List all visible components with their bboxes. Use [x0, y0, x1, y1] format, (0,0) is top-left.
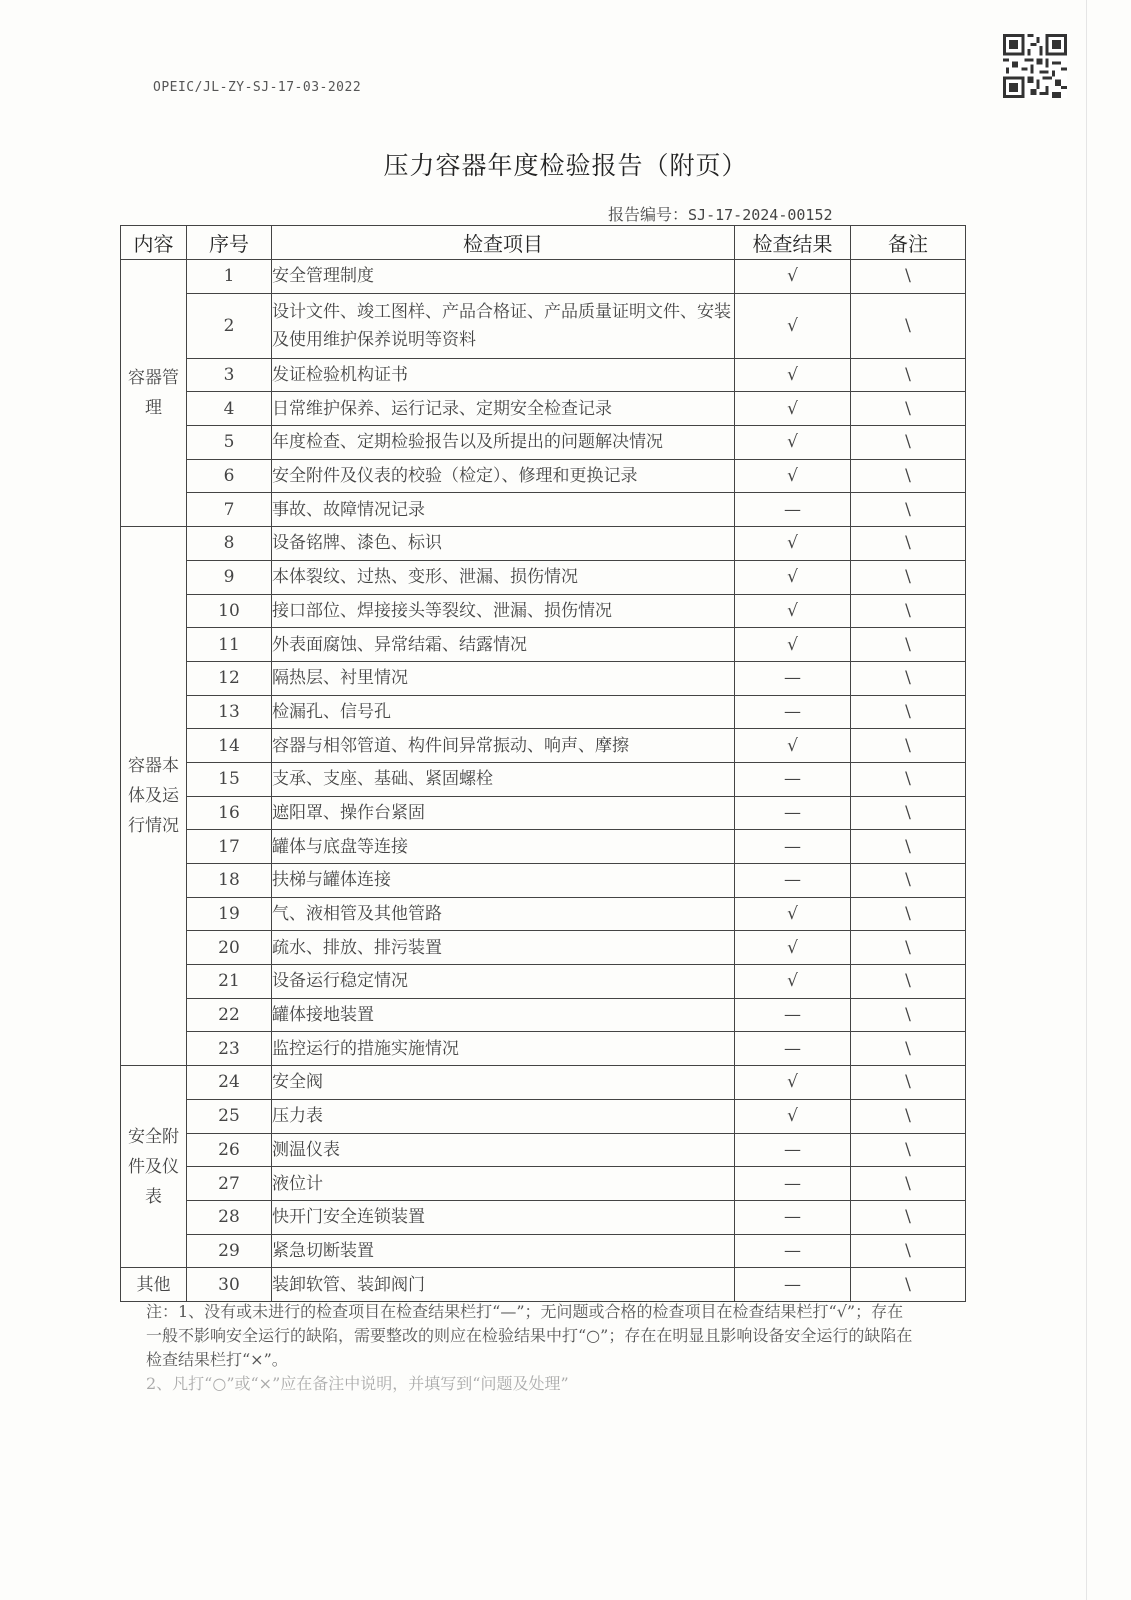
result-cell: —: [735, 1234, 851, 1268]
result-cell: √: [735, 358, 851, 392]
report-number-value: SJ-17-2024-00152: [688, 206, 833, 224]
table-row: [121, 392, 966, 426]
seq-cell: 16: [187, 796, 272, 830]
item-cell: 本体裂纹、过热、变形、泄漏、损伤情况: [272, 560, 735, 594]
item-cell: 紧急切断装置: [272, 1234, 735, 1268]
item-cell: 支承、支座、基础、紧固螺栓: [272, 762, 735, 796]
seq-cell: 11: [187, 628, 272, 662]
table-row: [121, 1234, 966, 1268]
table-row: [121, 560, 966, 594]
note-cell: \: [851, 1133, 966, 1167]
seq-cell: 13: [187, 695, 272, 729]
table-row: [121, 493, 966, 527]
result-cell: —: [735, 1167, 851, 1201]
item-cell: 装卸软管、装卸阀门: [272, 1268, 735, 1302]
result-cell: —: [735, 695, 851, 729]
note-cell: \: [851, 527, 966, 561]
result-cell: √: [735, 560, 851, 594]
result-cell: —: [735, 1133, 851, 1167]
result-cell: √: [735, 965, 851, 999]
seq-cell: 12: [187, 661, 272, 695]
item-cell: 液位计: [272, 1167, 735, 1201]
result-cell: √: [735, 527, 851, 561]
seq-cell: 5: [187, 426, 272, 460]
note-cell: \: [851, 661, 966, 695]
seq-cell: 6: [187, 459, 272, 493]
result-cell: √: [735, 897, 851, 931]
page-edge-line: [1086, 0, 1087, 1600]
result-cell: —: [735, 493, 851, 527]
item-cell: 安全管理制度: [272, 260, 735, 294]
item-cell: 气、液相管及其他管路: [272, 897, 735, 931]
table-row: [121, 931, 966, 965]
seq-cell: 15: [187, 762, 272, 796]
table-row: [121, 965, 966, 999]
report-number-label: 报告编号：: [608, 205, 689, 224]
note-cell: \: [851, 1167, 966, 1201]
document-code: OPEIC/JL-ZY-SJ-17-03-2022: [153, 80, 362, 95]
seq-cell: 24: [187, 1066, 272, 1100]
table-row: [121, 1268, 966, 1302]
note-cell: \: [851, 459, 966, 493]
result-cell: √: [735, 594, 851, 628]
header-result: 检查结果: [735, 226, 851, 260]
seq-cell: 20: [187, 931, 272, 965]
note-cell: \: [851, 426, 966, 460]
note-cell: \: [851, 1200, 966, 1234]
seq-cell: 8: [187, 527, 272, 561]
result-cell: √: [735, 628, 851, 662]
table-row: [121, 594, 966, 628]
item-cell: 安全阀: [272, 1066, 735, 1100]
item-cell: 罐体接地装置: [272, 998, 735, 1032]
table-row: [121, 729, 966, 763]
category-cell: 其他: [121, 1268, 187, 1302]
note-cell: \: [851, 1032, 966, 1066]
result-cell: √: [735, 459, 851, 493]
item-cell: 设计文件、竣工图样、产品合格证、产品质量证明文件、安装及使用维护保养说明等资料: [272, 293, 735, 358]
result-cell: √: [735, 729, 851, 763]
note-cell: \: [851, 729, 966, 763]
note-cell: \: [851, 931, 966, 965]
category-cell: 容器管理: [121, 260, 187, 527]
result-cell: —: [735, 1268, 851, 1302]
item-cell: 设备运行稳定情况: [272, 965, 735, 999]
category-cell: 容器本体及运行情况: [121, 527, 187, 1066]
item-cell: 发证检验机构证书: [272, 358, 735, 392]
result-cell: —: [735, 762, 851, 796]
result-cell: —: [735, 1200, 851, 1234]
result-cell: √: [735, 1099, 851, 1133]
item-cell: 日常维护保养、运行记录、定期安全检查记录: [272, 392, 735, 426]
table-row: [121, 1167, 966, 1201]
result-cell: —: [735, 661, 851, 695]
note-cell: \: [851, 293, 966, 358]
result-cell: √: [735, 293, 851, 358]
table-row: [121, 260, 966, 294]
item-cell: 压力表: [272, 1099, 735, 1133]
notes: [146, 1300, 916, 1396]
seq-cell: 28: [187, 1200, 272, 1234]
note-cell: \: [851, 493, 966, 527]
result-cell: —: [735, 1032, 851, 1066]
seq-cell: 14: [187, 729, 272, 763]
note-line-1: 注：1、没有或未进行的检查项目在检查结果栏打“—”；无问题或合格的检查项目在检查结果栏打“√”；存在一般不影响安全运行的缺陷，需要整改的则应在检验结果中打“○”；存在在明显且影响设备安全运行的缺陷在检查结果栏打“×”。: [146, 1302, 913, 1369]
table-row: [121, 1032, 966, 1066]
report-number: [608, 202, 833, 225]
result-cell: √: [735, 426, 851, 460]
seq-cell: 25: [187, 1099, 272, 1133]
seq-cell: 19: [187, 897, 272, 931]
table-row: [121, 796, 966, 830]
item-cell: 罐体与底盘等连接: [272, 830, 735, 864]
result-cell: —: [735, 998, 851, 1032]
seq-cell: 3: [187, 358, 272, 392]
note-cell: \: [851, 796, 966, 830]
qr-code-icon: [1003, 34, 1067, 98]
item-cell: 安全附件及仪表的校验（检定）、修理和更换记录: [272, 459, 735, 493]
header-category: 内容: [121, 226, 187, 260]
item-cell: 容器与相邻管道、构件间异常振动、响声、摩擦: [272, 729, 735, 763]
item-cell: 接口部位、焊接接头等裂纹、泄漏、损伤情况: [272, 594, 735, 628]
table-row: [121, 426, 966, 460]
note-cell: \: [851, 1066, 966, 1100]
seq-cell: 21: [187, 965, 272, 999]
item-cell: 年度检查、定期检验报告以及所提出的问题解决情况: [272, 426, 735, 460]
note-cell: \: [851, 998, 966, 1032]
note-cell: \: [851, 260, 966, 294]
table-row: [121, 695, 966, 729]
note-cell: \: [851, 358, 966, 392]
table-row: [121, 661, 966, 695]
seq-cell: 7: [187, 493, 272, 527]
table-row: [121, 459, 966, 493]
item-cell: 外表面腐蚀、异常结霜、结露情况: [272, 628, 735, 662]
seq-cell: 17: [187, 830, 272, 864]
item-cell: 遮阳罩、操作台紧固: [272, 796, 735, 830]
table-row: [121, 830, 966, 864]
table-row: [121, 762, 966, 796]
note-cell: \: [851, 695, 966, 729]
note-cell: \: [851, 594, 966, 628]
result-cell: √: [735, 392, 851, 426]
table-row: [121, 1200, 966, 1234]
result-cell: —: [735, 864, 851, 898]
item-cell: 疏水、排放、排污装置: [272, 931, 735, 965]
seq-cell: 18: [187, 864, 272, 898]
note-cell: \: [851, 830, 966, 864]
page-title: 压力容器年度检验报告（附页）: [383, 151, 748, 180]
note-cell: \: [851, 392, 966, 426]
seq-cell: 4: [187, 392, 272, 426]
note-cell: \: [851, 1268, 966, 1302]
table-row: [121, 1133, 966, 1167]
item-cell: 扶梯与罐体连接: [272, 864, 735, 898]
item-cell: 隔热层、衬里情况: [272, 661, 735, 695]
table-row: [121, 897, 966, 931]
note-cell: \: [851, 628, 966, 662]
seq-cell: 1: [187, 260, 272, 294]
note-cell: \: [851, 864, 966, 898]
table-row: [121, 358, 966, 392]
note-line-2: 2、凡打“○”或“×”应在备注中说明，并填写到“问题及处理”: [146, 1374, 569, 1393]
result-cell: —: [735, 796, 851, 830]
table-header-row: [121, 226, 966, 260]
seq-cell: 10: [187, 594, 272, 628]
inspection-table: [120, 225, 966, 1302]
note-cell: \: [851, 560, 966, 594]
item-cell: 事故、故障情况记录: [272, 493, 735, 527]
item-cell: 测温仪表: [272, 1133, 735, 1167]
header-item: 检查项目: [272, 226, 735, 260]
seq-cell: 23: [187, 1032, 272, 1066]
seq-cell: 2: [187, 293, 272, 358]
header-note: 备注: [851, 226, 966, 260]
result-cell: √: [735, 260, 851, 294]
table-row: [121, 527, 966, 561]
table-row: [121, 998, 966, 1032]
table-row: [121, 293, 966, 358]
table-row: [121, 628, 966, 662]
seq-cell: 30: [187, 1268, 272, 1302]
result-cell: √: [735, 1066, 851, 1100]
seq-cell: 9: [187, 560, 272, 594]
category-cell: 安全附件及仪表: [121, 1066, 187, 1268]
result-cell: —: [735, 830, 851, 864]
item-cell: 设备铭牌、漆色、标识: [272, 527, 735, 561]
note-cell: \: [851, 897, 966, 931]
note-cell: \: [851, 1234, 966, 1268]
note-cell: \: [851, 965, 966, 999]
table-row: [121, 1066, 966, 1100]
seq-cell: 22: [187, 998, 272, 1032]
table-row: [121, 864, 966, 898]
seq-cell: 27: [187, 1167, 272, 1201]
item-cell: 检漏孔、信号孔: [272, 695, 735, 729]
item-cell: 监控运行的措施实施情况: [272, 1032, 735, 1066]
seq-cell: 26: [187, 1133, 272, 1167]
item-cell: 快开门安全连锁装置: [272, 1200, 735, 1234]
note-cell: \: [851, 1099, 966, 1133]
seq-cell: 29: [187, 1234, 272, 1268]
note-cell: \: [851, 762, 966, 796]
table-row: [121, 1099, 966, 1133]
result-cell: √: [735, 931, 851, 965]
header-seq: 序号: [187, 226, 272, 260]
